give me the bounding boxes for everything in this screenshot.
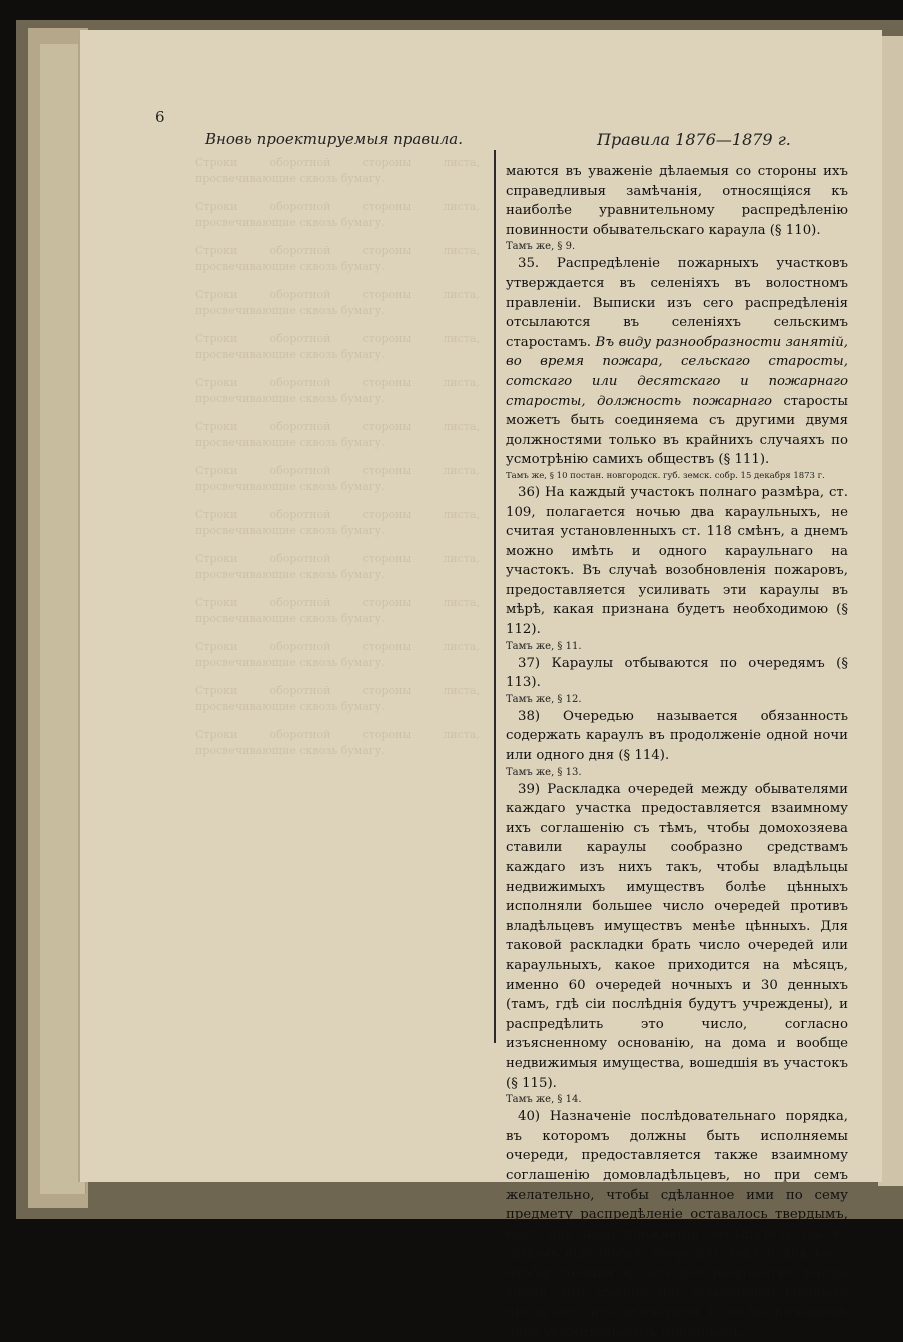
ghost-line: Строки оборотной стороны листа, просвечивающие сквозь бумагу. (195, 552, 480, 581)
paragraph-39: 39) Раскладка очередей между обывателями каждаго участка предоставляется взаимному ихъ соглашенію съ тѣмъ, чтобы домохозяева ставили караулы сообразно средствамъ каждаго изъ нихъ такъ, чтобы владѣльцы недвижимыхъ имуществъ болѣе цѣнныхъ исполняли большее число очередей противъ владѣльцевъ имуществъ менѣе цѣнныхъ. Для таковой раскладки брать число очередей или караульныхъ, какое приходится на мѣсяцъ, именно 60 очередей ночныхъ и 30 денныхъ (тамъ, гдѣ сіи послѣднія будутъ учреждены), и распредѣлить это число, согласно изъясненному основанію, на дома и вообще недвижимыя имущества, вошедшія въ участокъ (§ 115). (506, 781, 848, 1091)
left-column-title: Вновь проектируемыя правила. (205, 130, 464, 148)
paragraph-37: 37) Караулы отбываются по очередямъ (§ 113). (506, 655, 848, 691)
source-reference: Тамъ же, § 11. (506, 640, 582, 652)
page-number: 6 (155, 108, 165, 126)
right-column (506, 162, 848, 1342)
paragraph-40: 40) Назначеніе послѣдовательнаго порядка, въ которомъ должны быть исполняемы очереди, предоставляется также взаимному соглашенію домовладѣльцевъ, но при семъ желательно, чтобы сдѣланное ими по сему предмету распредѣленіе оставалось твердымъ, какъ для предупрежденія замѣшательства въ самомъ исполненіи очередей, такъ и для того, чтобы полиція и сельское начальство всегда знали, кто именно изъ обывателей котораго числа состоитъ на очереди. Если бы, по какимъ либо уважительнымъ причинамъ, (506, 1109, 848, 1340)
bleed-through-text (195, 155, 480, 771)
ghost-line: Строки оборотной стороны листа, просвечивающие сквозь бумагу. (195, 332, 480, 361)
paragraph-36: 36) На каждый участокъ полнаго размѣра, ст. 109, полагается ночью два караульныхъ, не считая установленныхъ ст. 118 смѣнъ, а днемъ можно имѣть и одного караульнаго на участокъ. Въ случаѣ возобновленія пожаровъ, предоставляется усиливать эти караулы въ мѣрѣ, какая признана будетъ необходимою (§ 112). (506, 484, 848, 638)
ghost-line: Строки оборотной стороны листа, просвечивающие сквозь бумагу. (195, 376, 480, 405)
paragraph-35 (506, 254, 848, 470)
ghost-line: Строки оборотной стороны листа, просвечивающие сквозь бумагу. (195, 288, 480, 317)
paragraph-38: 38) Очередью называется обязанность содержать караулъ въ продолженіе одной ночи или одного дня (§ 114). (506, 708, 848, 764)
ghost-line: Строки оборотной стороны листа, просвечивающие сквозь бумагу. (195, 508, 480, 537)
ghost-line: Строки оборотной стороны листа, просвечивающие сквозь бумагу. (195, 200, 480, 229)
right-column-title: Правила 1876—1879 г. (597, 130, 791, 149)
source-reference: Тамъ же, § 9. (506, 241, 576, 253)
source-reference: Тамъ же, § 10 постан. новгородск. губ. земск. собр. 15 декабря 1873 г. (506, 470, 825, 481)
source-reference: Тамъ же, § 14. (506, 1094, 582, 1106)
source-reference: Тамъ же, § 13. (506, 766, 582, 778)
ghost-line: Строки оборотной стороны листа, просвечивающие сквозь бумагу. (195, 464, 480, 493)
ghost-line: Строки оборотной стороны листа, просвечивающие сквозь бумагу. (195, 420, 480, 449)
ghost-line: Строки оборотной стороны листа, просвечивающие сквозь бумагу. (195, 244, 480, 273)
ghost-line: Строки оборотной стороны листа, просвечивающие сквозь бумагу. (195, 728, 480, 757)
ghost-line: Строки оборотной стороны листа, просвечивающие сквозь бумагу. (195, 156, 480, 185)
ghost-line: Строки оборотной стороны листа, просвечивающие сквозь бумагу. (195, 684, 480, 713)
column-divider (494, 150, 496, 1043)
source-reference: Тамъ же, § 12. (506, 693, 582, 705)
paragraph-35-italic: Въ виду разнообразности занятій, во время пожара, сельскаго старосты, сотскаго или десятскаго и пожарнаго старосты, должность пожарнаго (506, 334, 848, 409)
paragraph-continuation: маются въ уваженіе дѣлаемыя со стороны ихъ справедливыя замѣчанія, относящіяся къ наиболѣе уравнительному распредѣленію повинности обывательскаго караула (§ 110). (506, 164, 848, 238)
ghost-line: Строки оборотной стороны листа, просвечивающие сквозь бумагу. (195, 640, 480, 669)
paragraph-35-text-end: старосты можетъ быть соединяема съ другими двумя должностями только въ крайнихъ случаяхъ по усмотрѣнію самихъ обществъ (§ 111). (506, 393, 848, 468)
ghost-line: Строки оборотной стороны листа, просвечивающие сквозь бумагу. (195, 596, 480, 625)
paragraph-35-text: 35. Распредѣленіе пожарныхъ участковъ утверждается въ селеніяхъ въ волостномъ правленіи. Выписки изъ сего распредѣленія отсылаются въ селеніяхъ сельскимъ старостамъ. (506, 256, 848, 350)
